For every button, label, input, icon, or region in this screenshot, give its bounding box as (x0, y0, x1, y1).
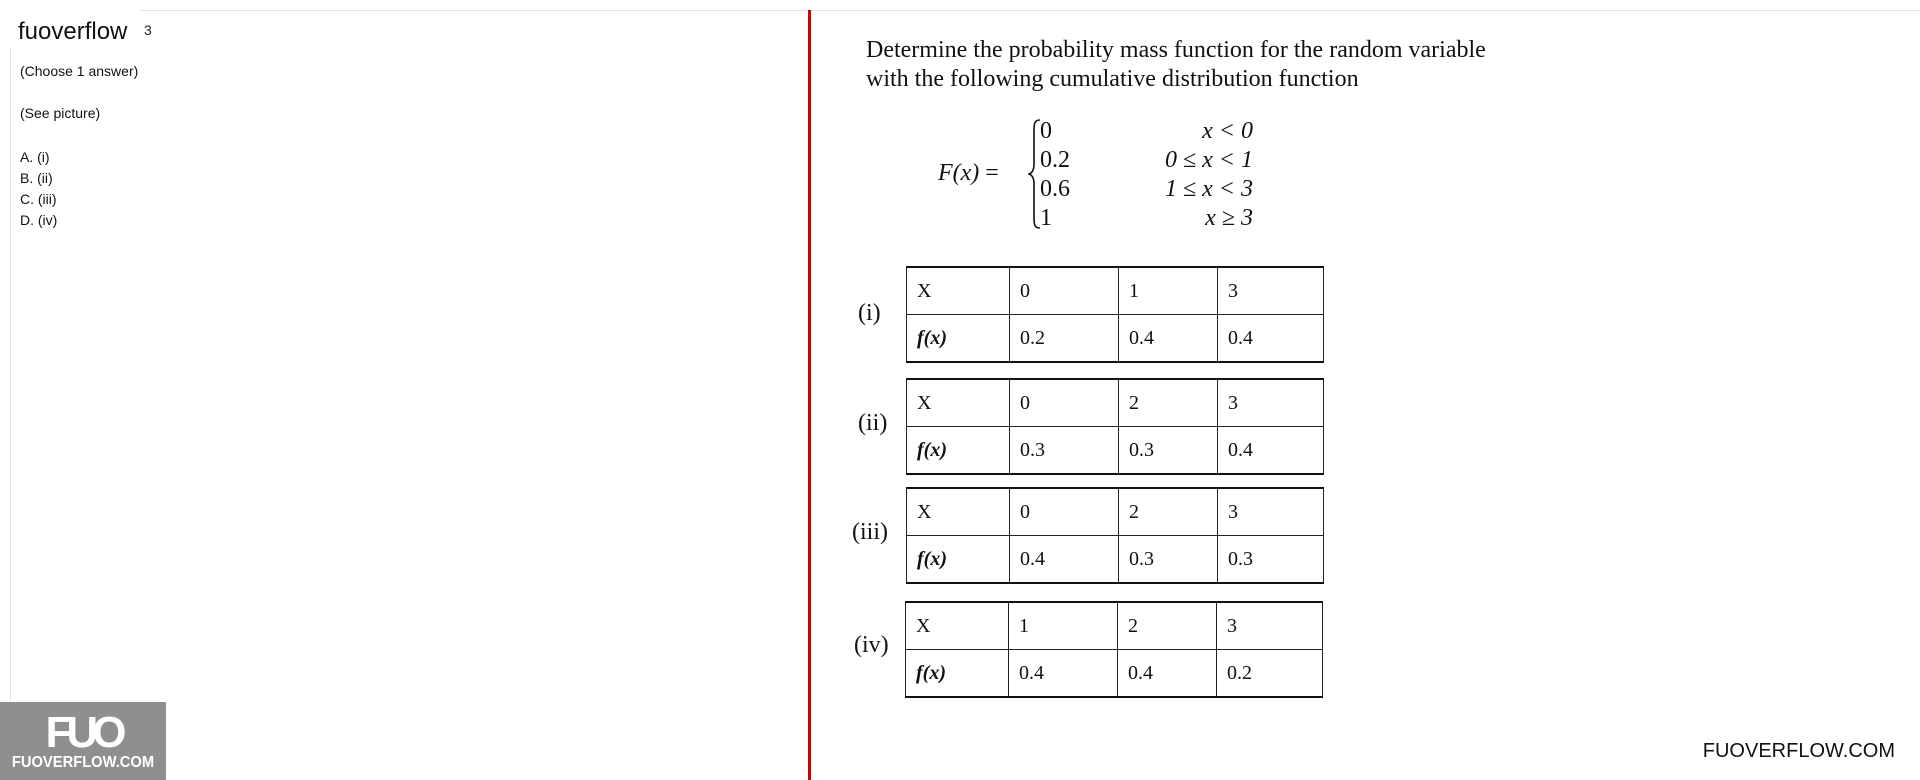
table-cell: X (907, 379, 1010, 427)
table-cell: 2 (1119, 488, 1218, 536)
table-label-ii: (ii) (858, 410, 888, 436)
formula-condition-2: 0 ≤ x < 1 (1164, 147, 1253, 173)
table-cell: 3 (1218, 267, 1324, 315)
table-cell: 0.4 (1119, 315, 1218, 363)
table-cell: 0.2 (1217, 650, 1323, 698)
table-label-iv: (iv) (854, 632, 889, 658)
table-cell: 3 (1218, 488, 1324, 536)
pmf-table-iii (906, 487, 1324, 584)
table-cell: 0 (1010, 379, 1119, 427)
table-cell: 1 (1009, 602, 1118, 650)
table-row (907, 536, 1324, 584)
formula-value-1: 0 (1040, 118, 1052, 144)
answer-option-a[interactable]: A. (i) (20, 149, 50, 165)
table-cell: f(x) (907, 427, 1010, 475)
answer-options (20, 147, 57, 231)
question-text: Determine the probability mass function for the random variable with the following cumulative distribution function (866, 37, 1486, 92)
table-label-iii: (iii) (852, 519, 888, 545)
table-cell: 0.3 (1119, 536, 1218, 584)
table-cell: 3 (1217, 602, 1323, 650)
table-row (907, 488, 1324, 536)
cdf-formula (938, 118, 1278, 238)
footer-site-label: FUOVERFLOW.COM (1702, 740, 1895, 762)
table-cell: 0.2 (1010, 315, 1119, 363)
table-cell: f(x) (907, 315, 1010, 363)
see-picture-note: (See picture) (20, 105, 101, 121)
pmf-table-i (906, 266, 1324, 363)
table-cell: 2 (1118, 602, 1217, 650)
table-cell: 0 (1010, 267, 1119, 315)
table-row (906, 650, 1323, 698)
brand-title: fuoverflow (18, 18, 128, 45)
table-cell: 2 (1119, 379, 1218, 427)
table-cell: f(x) (907, 536, 1010, 584)
left-panel-border (10, 48, 11, 702)
logo-mark: FUO (45, 708, 121, 757)
formula-lhs: F(x) = (938, 160, 999, 186)
table-label-i: (i) (858, 300, 881, 326)
table-cell: X (907, 267, 1010, 315)
formula-value-3: 0.6 (1040, 176, 1070, 202)
table-cell: 0.4 (1218, 427, 1324, 475)
formula-value-2: 0.2 (1040, 147, 1070, 173)
table-cell: 0.4 (1010, 536, 1119, 584)
table-row (907, 427, 1324, 475)
table-row (906, 602, 1323, 650)
logo-site-text: FUOVERFLOW.COM (11, 754, 155, 771)
answer-option-c[interactable]: C. (iii) (20, 191, 57, 207)
red-panel-divider (808, 10, 811, 780)
table-cell: 0.3 (1010, 427, 1119, 475)
table-cell: X (907, 488, 1010, 536)
answer-option-b[interactable]: B. (ii) (20, 170, 53, 186)
table-cell: 3 (1218, 379, 1324, 427)
table-cell: 0.3 (1119, 427, 1218, 475)
pmf-table-iv (905, 601, 1323, 698)
answer-option-d[interactable]: D. (iv) (20, 212, 58, 228)
formula-condition-1: x < 0 (1202, 118, 1253, 144)
pmf-table-ii (906, 378, 1324, 475)
table-row (907, 267, 1324, 315)
fuoverflow-logo (0, 702, 166, 780)
formula-value-4: 1 (1040, 205, 1052, 231)
table-row (907, 315, 1324, 363)
formula-condition-3: 1 ≤ x < 3 (1164, 176, 1253, 202)
answer-instruction: (Choose 1 answer) (20, 63, 139, 79)
table-row (907, 379, 1324, 427)
table-cell: X (906, 602, 1009, 650)
table-cell: 0.4 (1118, 650, 1217, 698)
table-cell: 0.4 (1218, 315, 1324, 363)
table-cell: 1 (1119, 267, 1218, 315)
top-divider-line (140, 10, 1920, 11)
table-cell: 0 (1010, 488, 1119, 536)
table-cell: 0.3 (1218, 536, 1324, 584)
formula-condition-4: x ≥ 3 (1205, 205, 1253, 231)
table-cell: 0.4 (1009, 650, 1118, 698)
table-cell: f(x) (906, 650, 1009, 698)
question-count: 3 (144, 22, 152, 38)
